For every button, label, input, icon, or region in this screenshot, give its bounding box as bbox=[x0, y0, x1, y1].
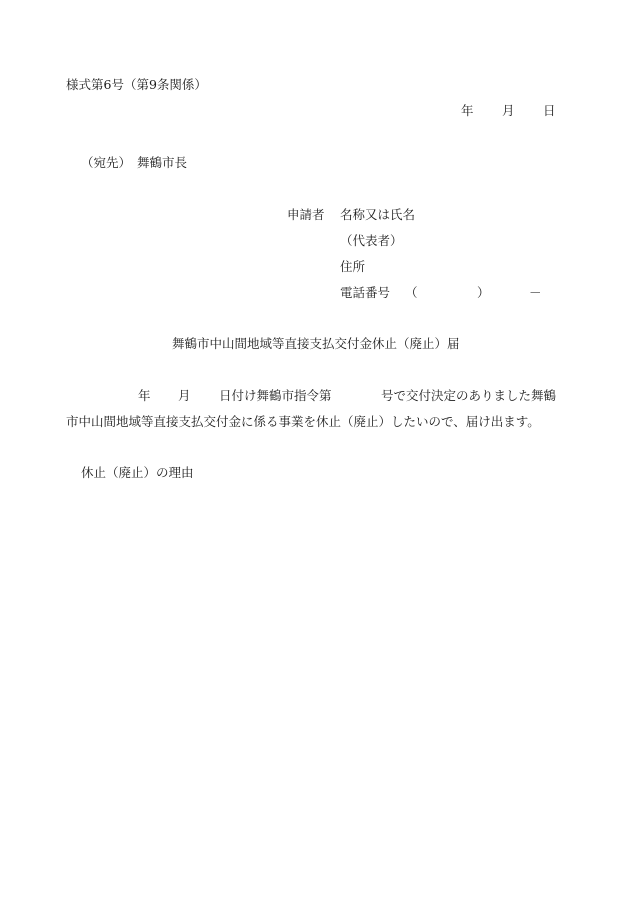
body-line1-tail: 号で交付決定のありました舞鶴 bbox=[381, 388, 557, 403]
applicant-phone-label: 電話番号 bbox=[340, 285, 391, 300]
recipient-prefix: （宛先） bbox=[81, 155, 132, 170]
date-day: 日 bbox=[543, 103, 556, 118]
applicant-representative-label: （代表者） bbox=[340, 233, 403, 248]
body-month: 月 bbox=[178, 388, 191, 403]
applicant-phone-open: （ bbox=[405, 285, 418, 300]
applicant-label: 申請者 bbox=[287, 207, 325, 222]
recipient-name: 舞鶴市長 bbox=[137, 155, 188, 170]
applicant-phone-close: ） bbox=[477, 285, 490, 300]
applicant-name-label: 名称又は氏名 bbox=[340, 207, 416, 222]
applicant-address-label: 住所 bbox=[340, 259, 366, 274]
reason-label: 休止（廃止）の理由 bbox=[81, 465, 194, 480]
form-number: 様式第6号（第9条関係） bbox=[66, 77, 207, 92]
document-title: 舞鶴市中山間地域等直接支払交付金休止（廃止）届 bbox=[172, 336, 460, 351]
date-year: 年 bbox=[461, 103, 474, 118]
body-day-and-ref: 日付け舞鶴市指令第 bbox=[219, 388, 332, 403]
body-line2: 市中山間地域等直接支払交付金に係る事業を休止（廃止）したいので、届け出ます。 bbox=[66, 414, 540, 429]
applicant-phone-dash: － bbox=[529, 285, 542, 300]
date-month: 月 bbox=[502, 103, 515, 118]
body-year: 年 bbox=[138, 388, 151, 403]
